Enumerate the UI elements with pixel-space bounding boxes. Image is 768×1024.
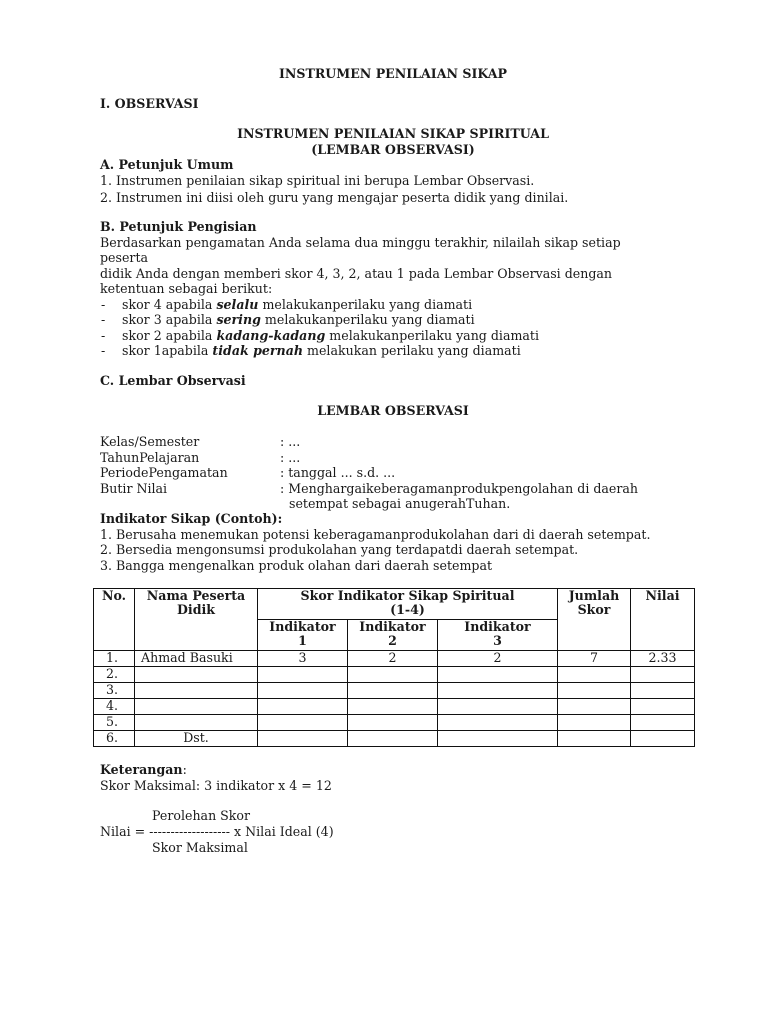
indikator-item: 2. Bersedia mengonsumsi produkolahan yang terdapatdi daerah setempat.: [100, 542, 579, 557]
keterangan-heading-line: [100, 762, 187, 777]
score-rule-emphasis: kadang-kadang: [216, 327, 326, 343]
cell-indikator-2: [348, 715, 438, 731]
score-rules-list: [100, 297, 621, 359]
header-no: [94, 589, 135, 651]
cell-indikator-1: 3: [258, 651, 348, 667]
formula-denominator: Skor Maksimal: [152, 840, 248, 855]
cell-jumlah: [558, 683, 631, 699]
header-nilai: [631, 589, 695, 651]
cell-jumlah: [558, 667, 631, 683]
pengisian-paragraph-line: didik Anda dengan memberi skor 4, 3, 2, atau 1 pada Lembar Observasi dengan: [100, 265, 613, 281]
pengisian-paragraph-line: ketentuan sebagai berikut:: [100, 281, 273, 296]
cell-indikator-2: [348, 667, 438, 683]
info-label-tahun: TahunPelajaran: [100, 450, 200, 465]
cell-indikator-1: [258, 699, 348, 715]
info-label-kelas: Kelas/Semester: [100, 434, 200, 449]
cell-nama: Dst.: [135, 731, 258, 747]
formula-numerator: Perolehan Skor: [152, 808, 251, 823]
table-row: [94, 683, 695, 699]
table-row: [94, 667, 695, 683]
petunjuk-pengisian-heading: B. Petunjuk Pengisian: [100, 219, 257, 234]
header-jumlah-line: Skor: [577, 602, 611, 617]
cell-nama: [135, 667, 258, 683]
cell-indikator-1: [258, 731, 348, 747]
header-indikator-number: 3: [493, 633, 502, 648]
score-rule-pre: skor 4 apabila: [122, 296, 217, 312]
pengisian-paragraph-line: Berdasarkan pengamatan Anda selama dua minggu terakhir, nilailah sikap setiap: [100, 234, 621, 250]
cell-indikator-3: 2: [438, 651, 558, 667]
info-value-butir-nilai: : Menghargaikeberagamanprodukpengolahan di daerah: [280, 481, 639, 496]
info-value-butir-nilai-cont: setempat sebagai anugerahTuhan.: [289, 496, 511, 511]
cell-indikator-1: [258, 715, 348, 731]
cell-indikator-1: [258, 667, 348, 683]
header-nama: [135, 589, 258, 651]
lembar-observasi-heading: C. Lembar Observasi: [100, 373, 246, 388]
table-row: [94, 715, 695, 731]
score-rule-post: melakukanperilaku yang diamati: [258, 296, 473, 312]
cell-no: 1.: [94, 651, 135, 667]
score-rule-emphasis: sering: [216, 312, 261, 327]
info-value-tahun: : ...: [280, 450, 301, 465]
cell-indikator-3: [438, 667, 558, 683]
cell-nama: [135, 683, 258, 699]
cell-indikator-1: [258, 683, 348, 699]
section-observasi-heading: I. OBSERVASI: [100, 96, 199, 111]
indikator-heading: Indikator Sikap (Contoh):: [100, 511, 283, 526]
header-jumlah-line: Jumlah: [568, 588, 620, 603]
score-rule-pre: skor 2 apabila: [122, 327, 217, 343]
indikator-item: 1. Berusaha menemukan potensi keberagamanprodukolahan dari di daerah setempat.: [100, 526, 651, 542]
pengisian-paragraph-line: peserta: [100, 250, 149, 265]
cell-no: 4.: [94, 699, 135, 715]
petunjuk-umum-item: 2. Instrumen ini diisi oleh guru yang mengajar peserta didik yang dinilai.: [100, 190, 569, 205]
cell-jumlah: 7: [558, 651, 631, 667]
header-indikator-number: 1: [298, 633, 307, 648]
score-rule-post: melakukan perilaku yang diamati: [303, 343, 521, 358]
table-row: [94, 731, 695, 747]
cell-indikator-2: [348, 699, 438, 715]
cell-indikator-3: [438, 731, 558, 747]
header-no-text: No.: [101, 588, 127, 603]
cell-jumlah: [558, 715, 631, 731]
cell-no: 5.: [94, 715, 135, 731]
cell-nilai: [631, 683, 695, 699]
cell-no: 6.: [94, 731, 135, 747]
cell-indikator-3: [438, 699, 558, 715]
header-skor: [258, 589, 558, 620]
cell-no: 2.: [94, 667, 135, 683]
cell-jumlah: [558, 699, 631, 715]
keterangan-heading: Keterangan: [100, 762, 183, 777]
score-rule: [100, 312, 621, 328]
score-rule: [100, 297, 621, 313]
cell-indikator-2: [348, 731, 438, 747]
header-jumlah: [558, 589, 631, 651]
petunjuk-umum-item: 1. Instrumen penilaian sikap spiritual ini berupa Lembar Observasi.: [100, 172, 535, 188]
cell-nilai: [631, 667, 695, 683]
cell-jumlah: [558, 731, 631, 747]
formula-line: Nilai = ------------------- x Nilai Ideal (4): [100, 824, 334, 839]
cell-indikator-2: 2: [348, 651, 438, 667]
table-row: [94, 699, 695, 715]
score-rule: [100, 328, 621, 344]
header-nama-line: Didik: [176, 602, 216, 617]
header-indikator-1: [258, 620, 348, 651]
cell-indikator-3: [438, 683, 558, 699]
header-skor-line: (1-4): [390, 602, 425, 617]
cell-indikator-3: [438, 715, 558, 731]
info-value-periode: : tanggal ... s.d. ...: [280, 465, 396, 480]
header-skor-line: Skor Indikator Sikap Spiritual: [300, 588, 515, 603]
header-indikator-3: [438, 620, 558, 651]
keterangan-colon: :: [182, 762, 187, 777]
table-row: [94, 651, 695, 667]
cell-indikator-2: [348, 683, 438, 699]
petunjuk-umum-section: [100, 157, 568, 206]
header-nilai-text: Nilai: [645, 588, 680, 603]
document-title: INSTRUMEN PENILAIAN SIKAP: [278, 66, 508, 81]
subtitle-line-1: INSTRUMEN PENILAIAN SIKAP SPIRITUAL: [237, 126, 549, 141]
header-indikator-label: Indikator: [359, 619, 426, 634]
cell-nilai: [631, 699, 695, 715]
observation-table: [93, 588, 695, 747]
score-rule-emphasis: selalu: [216, 296, 259, 312]
score-rule: [100, 343, 621, 359]
cell-nilai: [631, 731, 695, 747]
cell-nama: [135, 715, 258, 731]
petunjuk-pengisian-section: [100, 219, 621, 359]
score-rule-post: melakukanperilaku yang diamati: [325, 327, 540, 343]
info-value-kelas: : ...: [280, 434, 301, 449]
header-nama-line: Nama Peserta: [146, 588, 246, 603]
cell-nama: [135, 699, 258, 715]
subtitle-line-2: (LEMBAR OBSERVASI): [311, 142, 475, 157]
cell-nama: Ahmad Basuki: [135, 651, 258, 667]
header-indikator-2: [348, 620, 438, 651]
skor-maksimal: Skor Maksimal: 3 indikator x 4 = 12: [100, 778, 332, 793]
info-label-periode: PeriodePengamatan: [100, 465, 228, 480]
score-rule-pre: skor 3 apabila: [122, 312, 217, 327]
indikator-section: [100, 511, 650, 573]
header-indikator-label: Indikator: [464, 619, 531, 634]
cell-no: 3.: [94, 683, 135, 699]
petunjuk-umum-heading: A. Petunjuk Umum: [100, 157, 234, 172]
lembar-observasi-title: LEMBAR OBSERVASI: [317, 403, 469, 418]
header-indikator-label: Indikator: [269, 619, 336, 634]
info-label-butir-nilai: Butir Nilai: [100, 481, 168, 496]
cell-nilai: 2.33: [631, 651, 695, 667]
header-indikator-number: 2: [388, 633, 397, 648]
score-rule-post: melakukanperilaku yang diamati: [260, 312, 475, 327]
score-rule-emphasis: tidak pernah: [212, 343, 304, 358]
cell-nilai: [631, 715, 695, 731]
indikator-item: 3. Bangga mengenalkan produk olahan dari daerah setempat: [100, 557, 493, 573]
score-rule-pre: skor 1apabila: [122, 343, 213, 358]
